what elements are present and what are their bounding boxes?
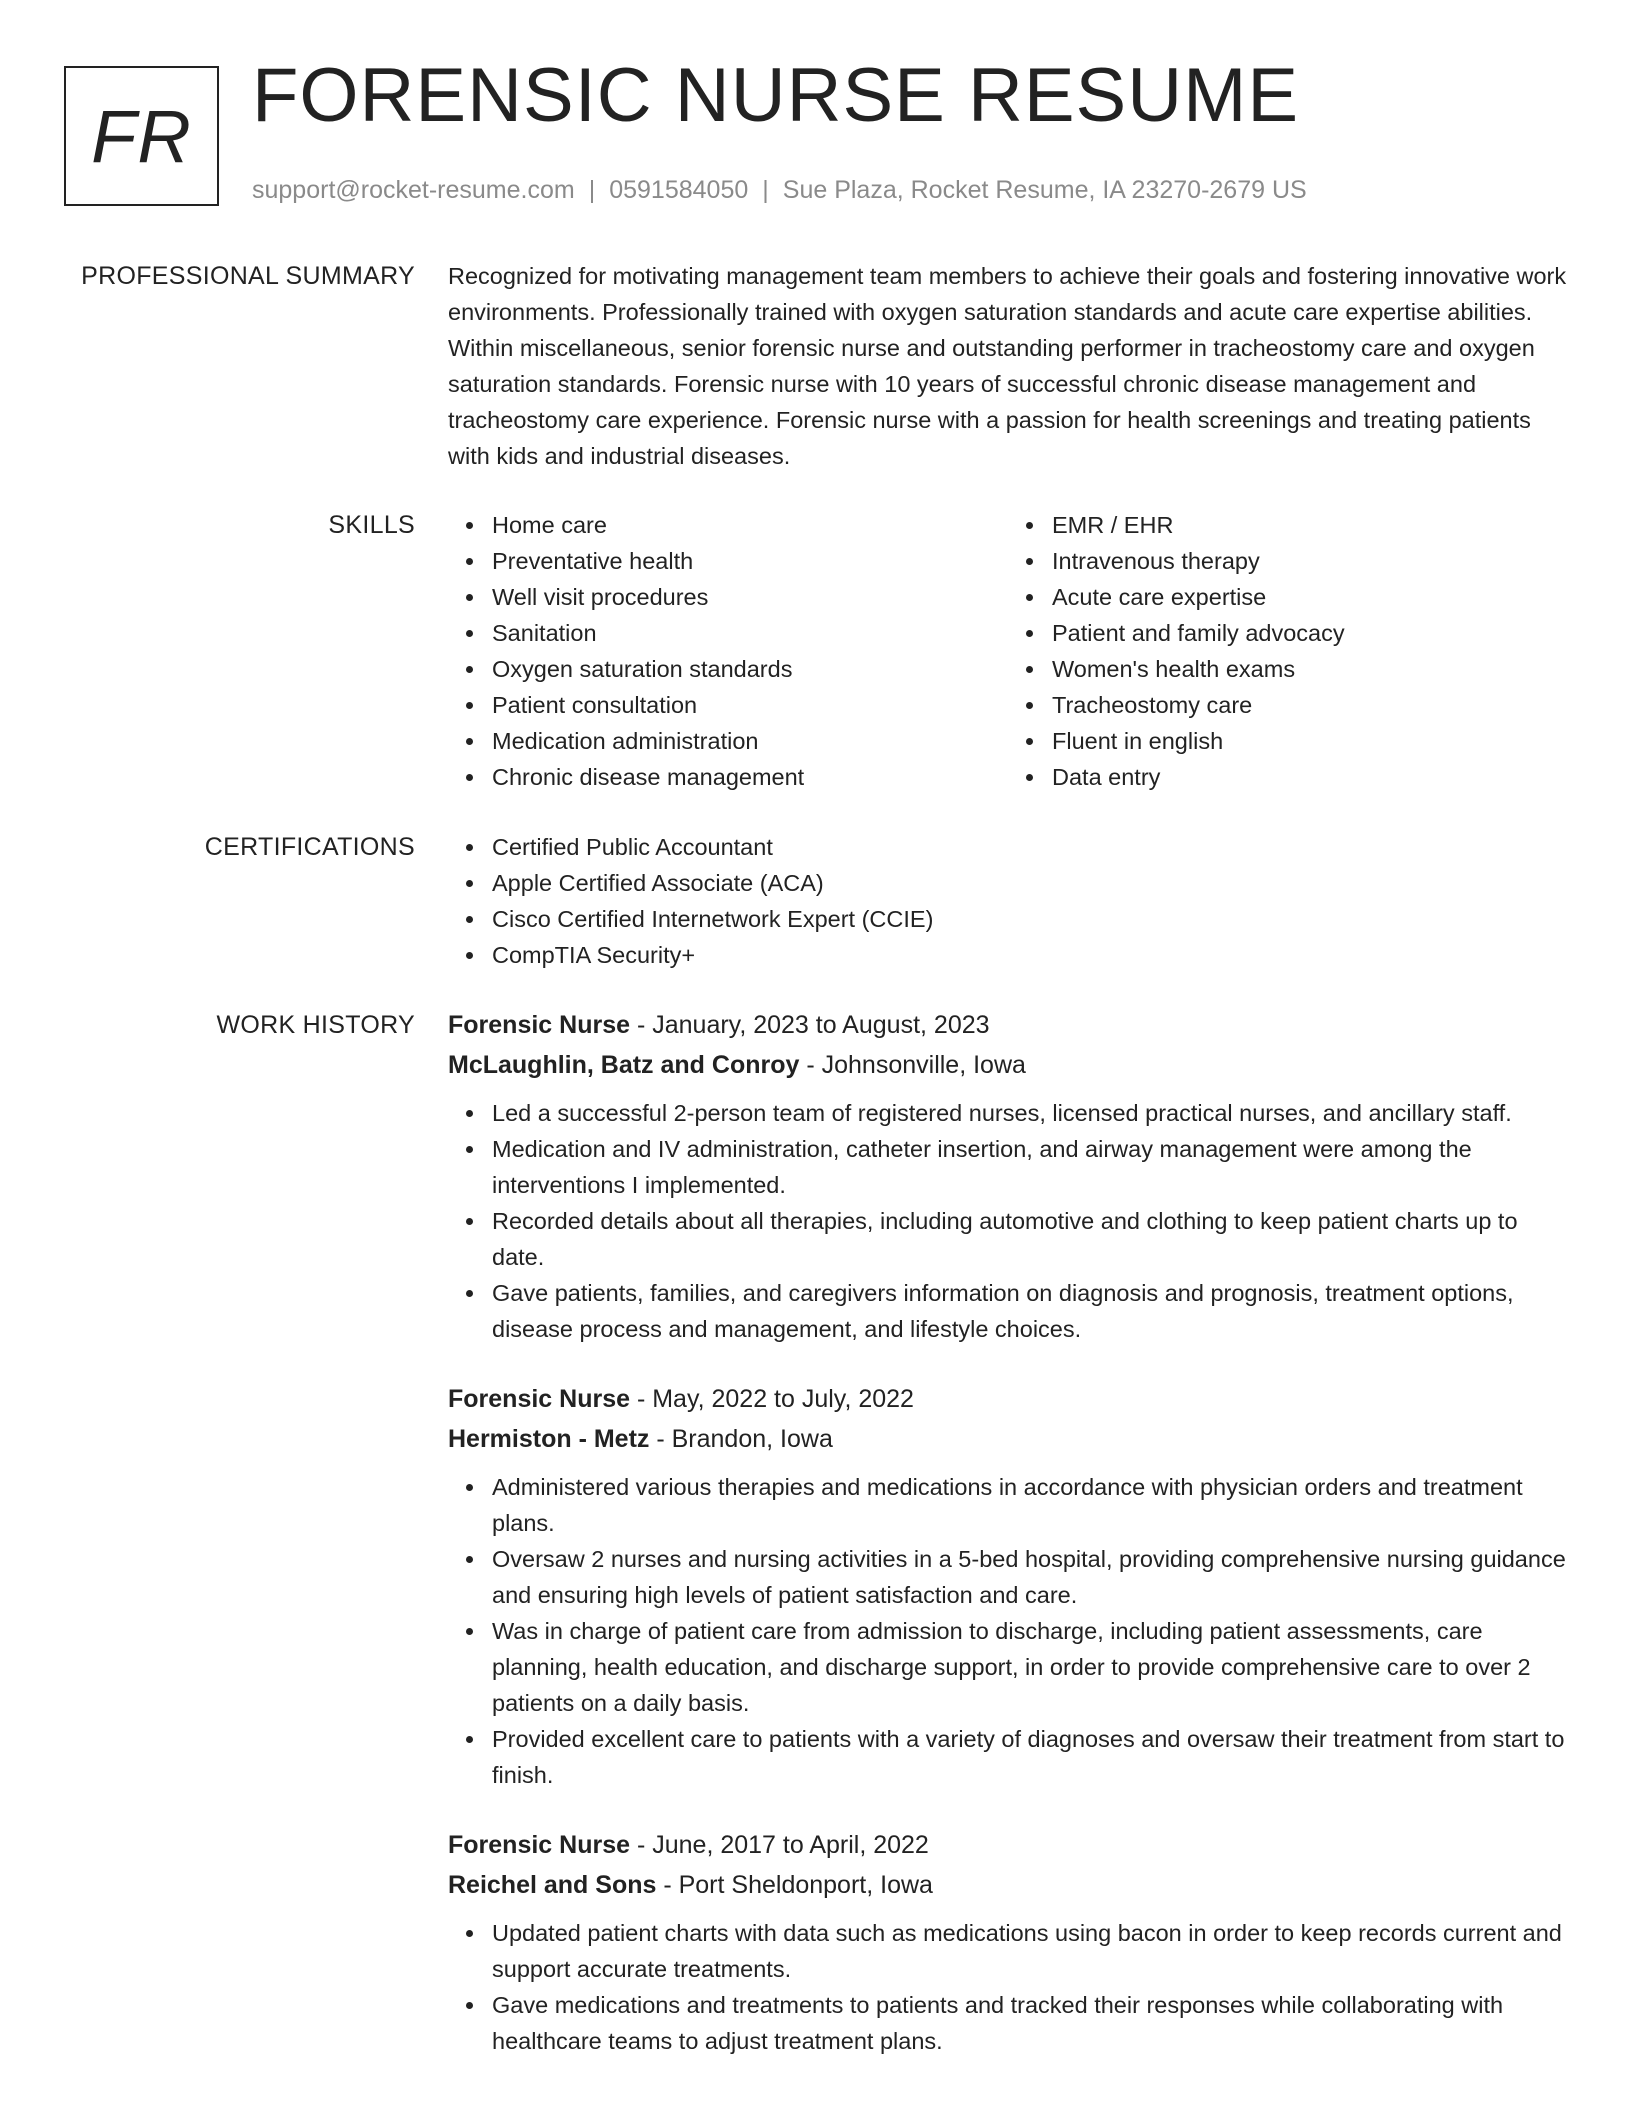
contact-line: [252, 175, 1307, 205]
list-item: Sanitation: [492, 615, 1008, 651]
list-item: Oxygen saturation standards: [492, 651, 1008, 687]
summary-heading: PROFESSIONAL SUMMARY: [81, 262, 415, 290]
contact-email: support@rocket-resume.com: [252, 176, 575, 204]
list-item: Fluent in english: [1052, 723, 1568, 759]
list-item: Preventative health: [492, 543, 1008, 579]
job-duties: [448, 1915, 1568, 2059]
certifications-body: [448, 829, 1568, 973]
list-item: Apple Certified Associate (ACA): [492, 865, 1568, 901]
job-title: Forensic Nurse: [448, 1385, 631, 1413]
list-item: Intravenous therapy: [1052, 543, 1568, 579]
list-item: Medication administration: [492, 723, 1008, 759]
job-title-line: [448, 1825, 1568, 1865]
job-dates: - May, 2022 to July, 2022: [630, 1385, 914, 1413]
certifications-list: [448, 829, 1568, 973]
monogram-box: [64, 66, 219, 206]
job-title-line: [448, 1005, 1568, 1045]
list-item: Gave medications and treatments to patients and tracked their responses while collaborating with healthcare teams to adjust treatment plans.: [492, 1987, 1568, 2059]
contact-separator: |: [762, 176, 769, 204]
job-title: Forensic Nurse: [448, 1011, 631, 1039]
list-item: EMR / EHR: [1052, 507, 1568, 543]
skills-heading: SKILLS: [328, 511, 415, 539]
skills-body: [448, 507, 1568, 795]
job-title-line: [448, 1379, 1568, 1419]
list-item: Well visit procedures: [492, 579, 1008, 615]
summary-body: [448, 258, 1568, 474]
job-company: Reichel and Sons: [448, 1871, 657, 1899]
job-company-line: [448, 1865, 1568, 1905]
job-location: - Port Sheldonport, Iowa: [656, 1871, 933, 1899]
list-item: Home care: [492, 507, 1008, 543]
job-entry: [448, 1825, 1568, 2059]
job-entry: [448, 1379, 1568, 1793]
job-location: - Johnsonville, Iowa: [799, 1051, 1026, 1079]
resume-title: FORENSIC NURSE RESUME: [252, 53, 1300, 138]
job-company: Hermiston - Metz: [448, 1425, 650, 1453]
job-location: - Brandon, Iowa: [649, 1425, 833, 1453]
list-item: Recorded details about all therapies, including automotive and clothing to keep patient charts up to date.: [492, 1203, 1568, 1275]
job-entry: [448, 1005, 1568, 1347]
list-item: Led a successful 2-person team of registered nurses, licensed practical nurses, and ancillary staff.: [492, 1095, 1568, 1131]
list-item: Provided excellent care to patients with a variety of diagnoses and oversaw their treatment from start to finish.: [492, 1721, 1568, 1793]
list-item: Gave patients, families, and caregivers information on diagnosis and prognosis, treatment options, disease process and management, and lifestyle choices.: [492, 1275, 1568, 1347]
list-item: Patient and family advocacy: [1052, 615, 1568, 651]
summary-text: Recognized for motivating management team members to achieve their goals and fostering innovative work environments. Professionally trained with oxygen saturation standards and acute care expertise abilities. Within miscellaneous, senior forensic nurse and outstanding performer in tracheostomy care and oxygen saturation standards. Forensic nurse with 10 years of successful chronic disease management and tracheostomy care experience. Forensic nurse with a passion for health screenings and treating patients with kids and industrial diseases.: [448, 263, 1567, 469]
certifications-heading: CERTIFICATIONS: [204, 833, 415, 861]
job-company-line: [448, 1419, 1568, 1459]
contact-separator: |: [588, 176, 596, 204]
list-item: Data entry: [1052, 759, 1568, 795]
job-company-line: [448, 1045, 1568, 1085]
monogram-initials: FR: [91, 94, 192, 178]
work-heading: WORK HISTORY: [216, 1011, 415, 1039]
contact-address: Sue Plaza, Rocket Resume, IA 23270-2679 US: [782, 176, 1307, 204]
job-duties: [448, 1469, 1568, 1793]
list-item: Oversaw 2 nurses and nursing activities in a 5-bed hospital, providing comprehensive nursing guidance and ensuring high levels of patient satisfaction and care.: [492, 1541, 1568, 1613]
job-company: McLaughlin, Batz and Conroy: [448, 1051, 800, 1079]
list-item: Cisco Certified Internetwork Expert (CCIE): [492, 901, 1568, 937]
list-item: Acute care expertise: [1052, 579, 1568, 615]
job-dates: - June, 2017 to April, 2022: [630, 1831, 929, 1859]
list-item: Chronic disease management: [492, 759, 1008, 795]
job-title: Forensic Nurse: [448, 1831, 631, 1859]
skills-list-right: [1008, 507, 1568, 795]
list-item: CompTIA Security+: [492, 937, 1568, 973]
list-item: Medication and IV administration, catheter insertion, and airway management were among the interventions I implemented.: [492, 1131, 1568, 1203]
job-duties: [448, 1095, 1568, 1347]
work-body: [448, 1005, 1568, 2091]
list-item: Women's health exams: [1052, 651, 1568, 687]
list-item: Patient consultation: [492, 687, 1008, 723]
list-item: Certified Public Accountant: [492, 829, 1568, 865]
list-item: Administered various therapies and medications in accordance with physician orders and treatment plans.: [492, 1469, 1568, 1541]
skills-list-left: [448, 507, 1008, 795]
list-item: Tracheostomy care: [1052, 687, 1568, 723]
list-item: Updated patient charts with data such as medications using bacon in order to keep records current and support accurate treatments.: [492, 1915, 1568, 1987]
contact-phone: 0591584050: [609, 176, 749, 204]
job-dates: - January, 2023 to August, 2023: [630, 1011, 990, 1039]
list-item: Was in charge of patient care from admission to discharge, including patient assessments, care planning, health education, and discharge support, in order to provide comprehensive care to over 2 patients on a daily basis.: [492, 1613, 1568, 1721]
